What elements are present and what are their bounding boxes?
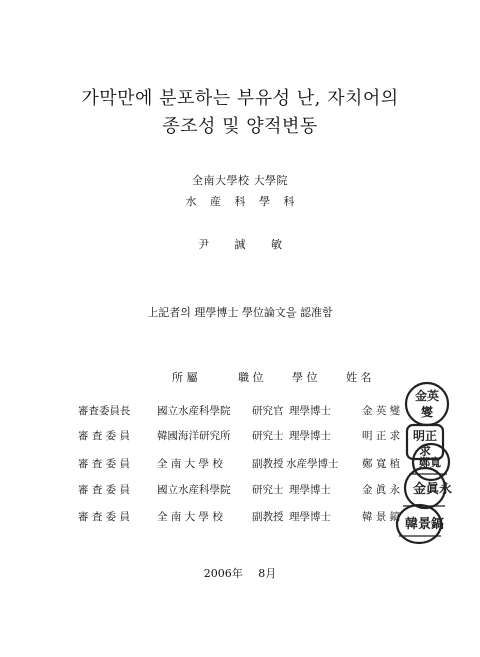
seal-glyph: 金眞永 [413, 482, 453, 497]
committee-position: 研究官 [252, 405, 284, 417]
committee-role: 審 査 委 員 [78, 458, 131, 470]
author-name: 尹 誠 敏 [198, 238, 282, 251]
committee-org: 韓國海洋研究所 [157, 430, 231, 442]
committee-name: 鄭 寬 植 [362, 458, 401, 470]
committee-role: 審 査 委 員 [78, 511, 131, 523]
committee-org: 國立水産科學院 [157, 484, 231, 496]
header-name: 姓 名 [346, 371, 372, 384]
seal-glyph: 金英 [415, 389, 440, 403]
seal-glyph: 明正 [413, 429, 438, 443]
signature-seals [385, 378, 465, 546]
header-position: 職 位 [238, 371, 264, 384]
committee-role: 審 査 委 員 [78, 484, 131, 496]
seal-glyph: 燮 [421, 405, 434, 419]
committee-position: 副教授 [252, 511, 284, 523]
school-name: 全南大學校 大學院 [192, 174, 288, 187]
thesis-title-line2: 종조성 및 양적변동 [162, 116, 318, 137]
header-affiliation: 所 屬 [172, 371, 198, 384]
header-degree: 學 位 [292, 371, 318, 384]
approval-date: 2006年 8月 [203, 567, 277, 580]
committee-position: 研究士 [252, 430, 284, 442]
committee-degree: 理學博士 [289, 511, 331, 523]
committee-org: 國立水産科學院 [157, 405, 231, 417]
committee-degree: 理學博士 [289, 430, 331, 442]
seal-glyph: 求 [419, 444, 432, 458]
committee-degree: 理學博士 [289, 484, 331, 496]
committee-org: 全 南 大 學 校 [157, 458, 223, 470]
seal-glyph: 鄭寬 [419, 456, 441, 469]
committee-name: 明 正 求 [362, 430, 401, 442]
department-name: 水 産 科 學 科 [185, 195, 295, 208]
seal-glyph: 韓景鎬 [405, 517, 445, 532]
thesis-title-line1: 가막만에 분포하는 부유성 난, 자치어의 [81, 88, 399, 109]
committee-position: 副教授 [252, 458, 284, 470]
committee-degree: 理學博士 [289, 405, 331, 417]
committee-degree: 水産學博士 [286, 458, 339, 470]
committee-name: 韓 景 鎬 [362, 511, 401, 523]
approval-statement: 上記者의 理學博士 學位論文을 認准함 [147, 306, 333, 319]
committee-name: 金 眞 永 [362, 484, 401, 496]
committee-role: 審査委員長 [78, 405, 131, 417]
committee-name: 金 英 燮 [362, 405, 401, 417]
committee-org: 全 南 大 學 校 [157, 511, 223, 523]
committee-position: 研究士 [252, 484, 284, 496]
committee-role: 審 査 委 員 [78, 430, 131, 442]
